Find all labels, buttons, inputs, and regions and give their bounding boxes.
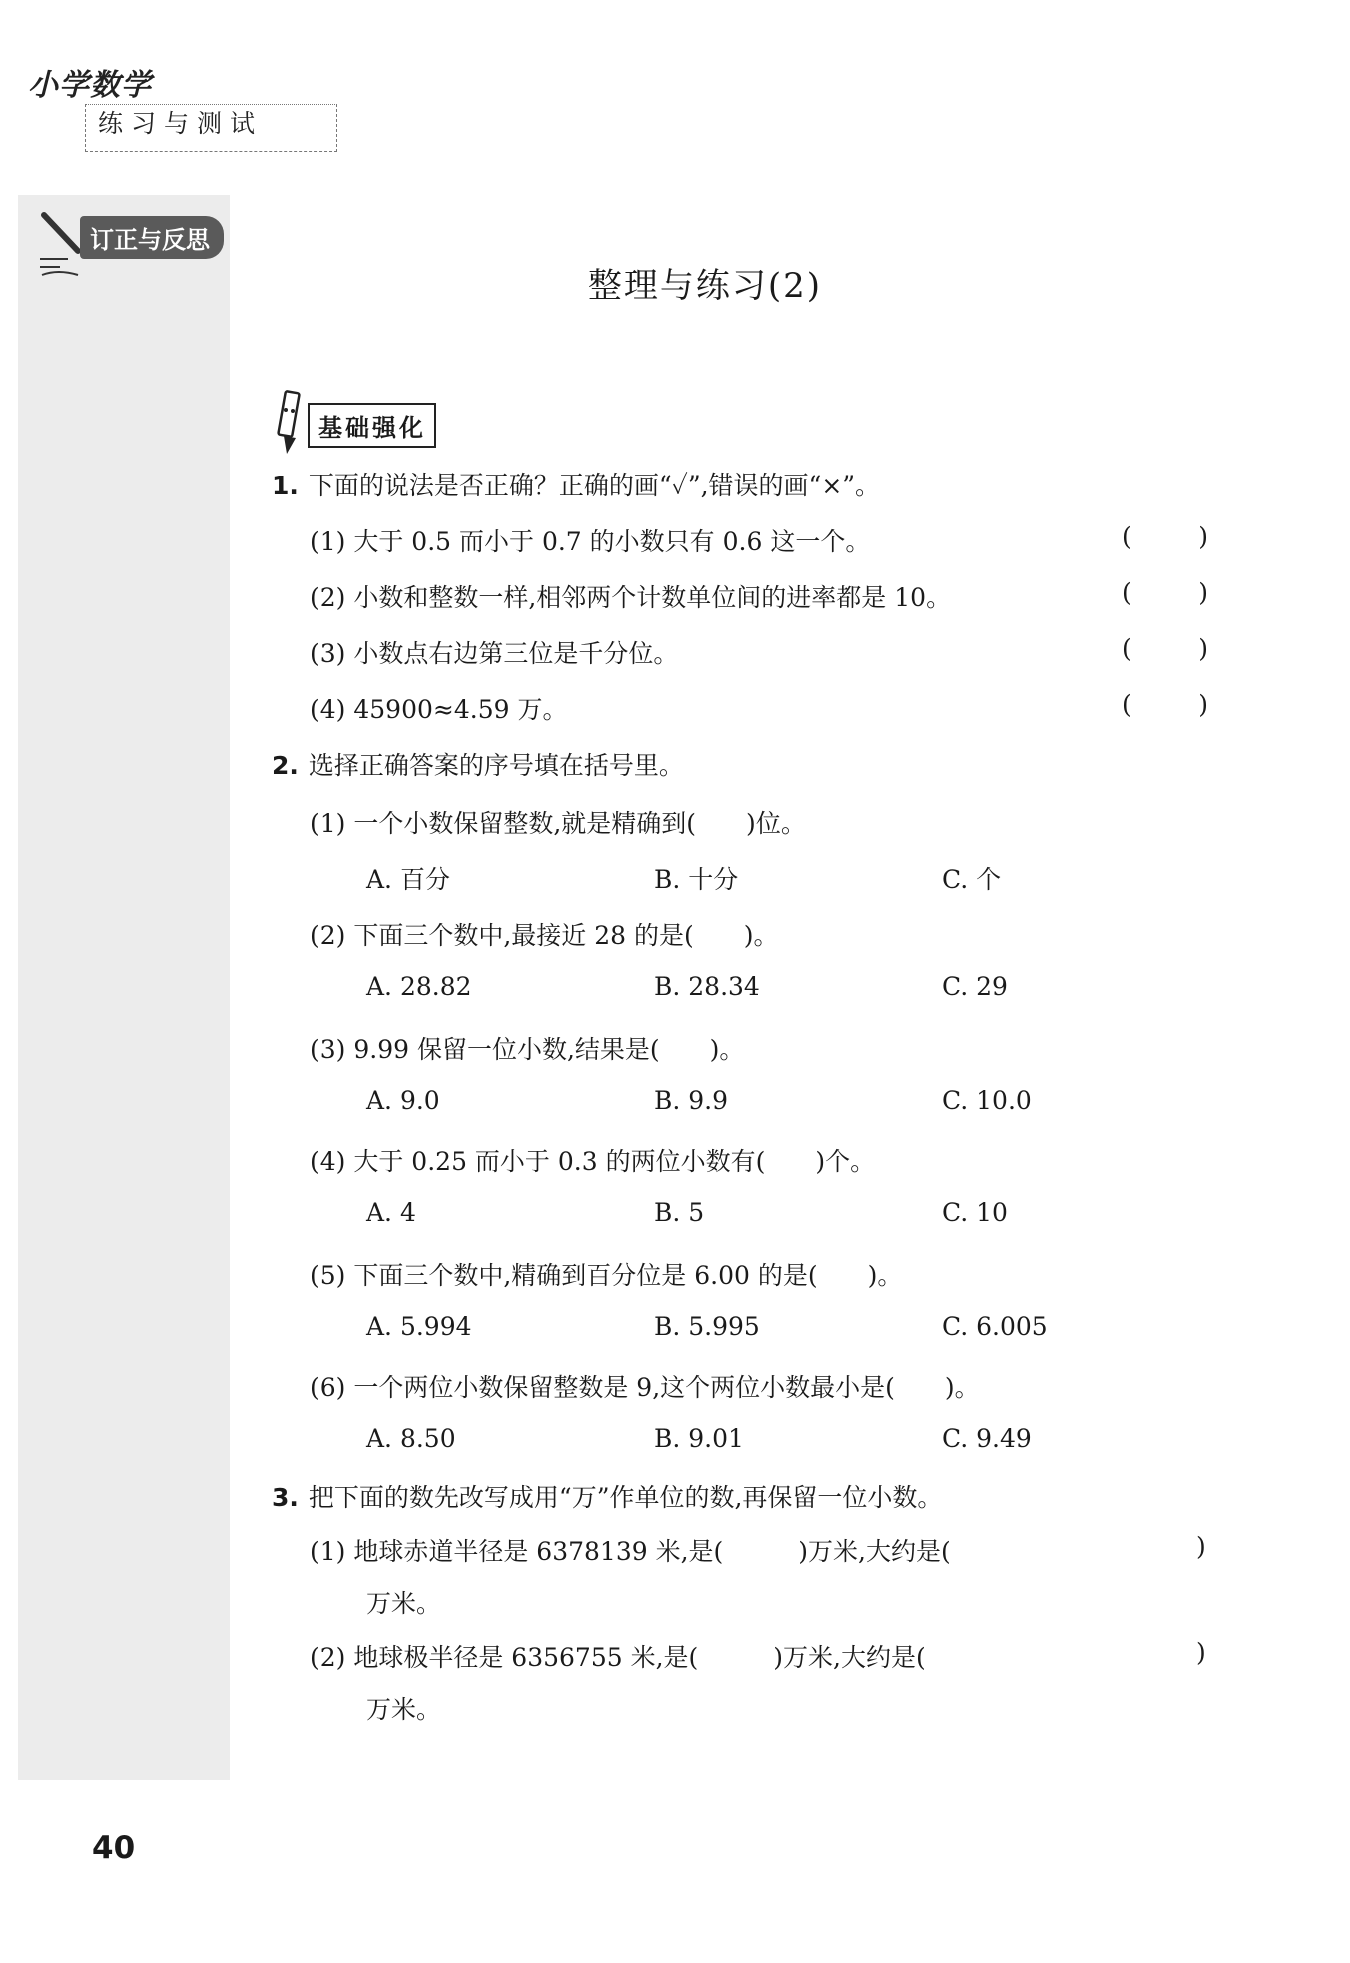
- option-c[interactable]: C. 29: [942, 972, 1008, 1001]
- q3-item-1-line1: (1) 地球赤道半径是 6378139 米,是( )万米,大约是(: [310, 1537, 951, 1566]
- question-number: 1.: [272, 471, 299, 500]
- q2-item-4-stem: (4) 大于 0.25 而小于 0.3 的两位小数有( )个。: [310, 1147, 876, 1176]
- option-c[interactable]: C. 个: [942, 865, 1002, 894]
- q3-item-2-line2: 万米。: [366, 1695, 442, 1724]
- answer-paren[interactable]: ( ): [1122, 634, 1208, 663]
- option-a[interactable]: A. 5.994: [366, 1312, 472, 1341]
- reflection-label: 订正与反思: [80, 216, 224, 259]
- section-tag: [272, 390, 436, 460]
- option-b[interactable]: B. 9.9: [654, 1086, 729, 1115]
- option-a[interactable]: A. 9.0: [366, 1086, 440, 1115]
- page-title: 整理与练习(2): [587, 266, 823, 306]
- section-label: 基础强化: [308, 403, 436, 448]
- answer-paren[interactable]: ( ): [1122, 522, 1208, 551]
- option-b[interactable]: B. 28.34: [654, 972, 760, 1001]
- q3-item-2-line1: (2) 地球极半径是 6356755 米,是( )万米,大约是(: [310, 1643, 926, 1672]
- option-c[interactable]: C. 10: [942, 1198, 1008, 1227]
- q2-item-1-stem: (1) 一个小数保留整数,就是精确到( )位。: [310, 809, 806, 838]
- option-c[interactable]: C. 10.0: [942, 1086, 1032, 1115]
- q2-item-3-stem: (3) 9.99 保留一位小数,结果是( )。: [310, 1035, 745, 1064]
- option-a[interactable]: A. 百分: [366, 865, 450, 894]
- answer-paren[interactable]: ( ): [1122, 690, 1208, 719]
- option-b[interactable]: B. 5.995: [654, 1312, 760, 1341]
- reflection-sidebar: [18, 195, 230, 1780]
- reflection-tag: [38, 217, 224, 257]
- question-text: 下面的说法是否正确？正确的画“✓”,错误的画“×”。: [308, 471, 881, 500]
- option-c[interactable]: C. 6.005: [942, 1312, 1048, 1341]
- question-3: [272, 1478, 942, 1514]
- q2-item-2-stem: (2) 下面三个数中,最接近 28 的是( )。: [310, 921, 779, 950]
- option-b[interactable]: B. 9.01: [654, 1424, 744, 1453]
- question-number: 2.: [272, 751, 299, 780]
- q1-item-2: (2) 小数和整数一样,相邻两个计数单位间的进率都是 10。: [310, 583, 952, 612]
- q3-item-1-line2: 万米。: [366, 1589, 442, 1618]
- question-2: [272, 746, 684, 782]
- q1-item-3: (3) 小数点右边第三位是千分位。: [310, 639, 679, 668]
- option-a[interactable]: A. 28.82: [366, 972, 472, 1001]
- page-number: 40: [92, 1830, 136, 1866]
- option-a[interactable]: A. 4: [366, 1198, 416, 1227]
- q2-item-6-stem: (6) 一个两位小数保留整数是 9,这个两位小数最小是( )。: [310, 1373, 980, 1402]
- option-b[interactable]: B. 十分: [654, 865, 739, 894]
- answer-paren-close: ): [1196, 1532, 1206, 1561]
- option-c[interactable]: C. 9.49: [942, 1424, 1032, 1453]
- option-b[interactable]: B. 5: [654, 1198, 705, 1227]
- pencil-icon: [272, 390, 306, 460]
- header-brand: 小学数学: [28, 68, 152, 103]
- q1-item-4: (4) 45900≈4.59 万。: [310, 695, 568, 724]
- q1-item-1: (1) 大于 0.5 而小于 0.7 的小数只有 0.6 这一个。: [310, 527, 871, 556]
- answer-paren[interactable]: ( ): [1122, 578, 1208, 607]
- option-a[interactable]: A. 8.50: [366, 1424, 456, 1453]
- question-1: [272, 466, 880, 502]
- question-text: 把下面的数先改写成用“万”作单位的数,再保留一位小数。: [308, 1483, 943, 1512]
- answer-paren-close: ): [1196, 1638, 1206, 1667]
- question-number: 3.: [272, 1483, 299, 1512]
- question-text: 选择正确答案的序号填在括号里。: [308, 751, 684, 780]
- header-subtitle: 练习与测试: [85, 104, 337, 152]
- q2-item-5-stem: (5) 下面三个数中,精确到百分位是 6.00 的是( )。: [310, 1261, 903, 1290]
